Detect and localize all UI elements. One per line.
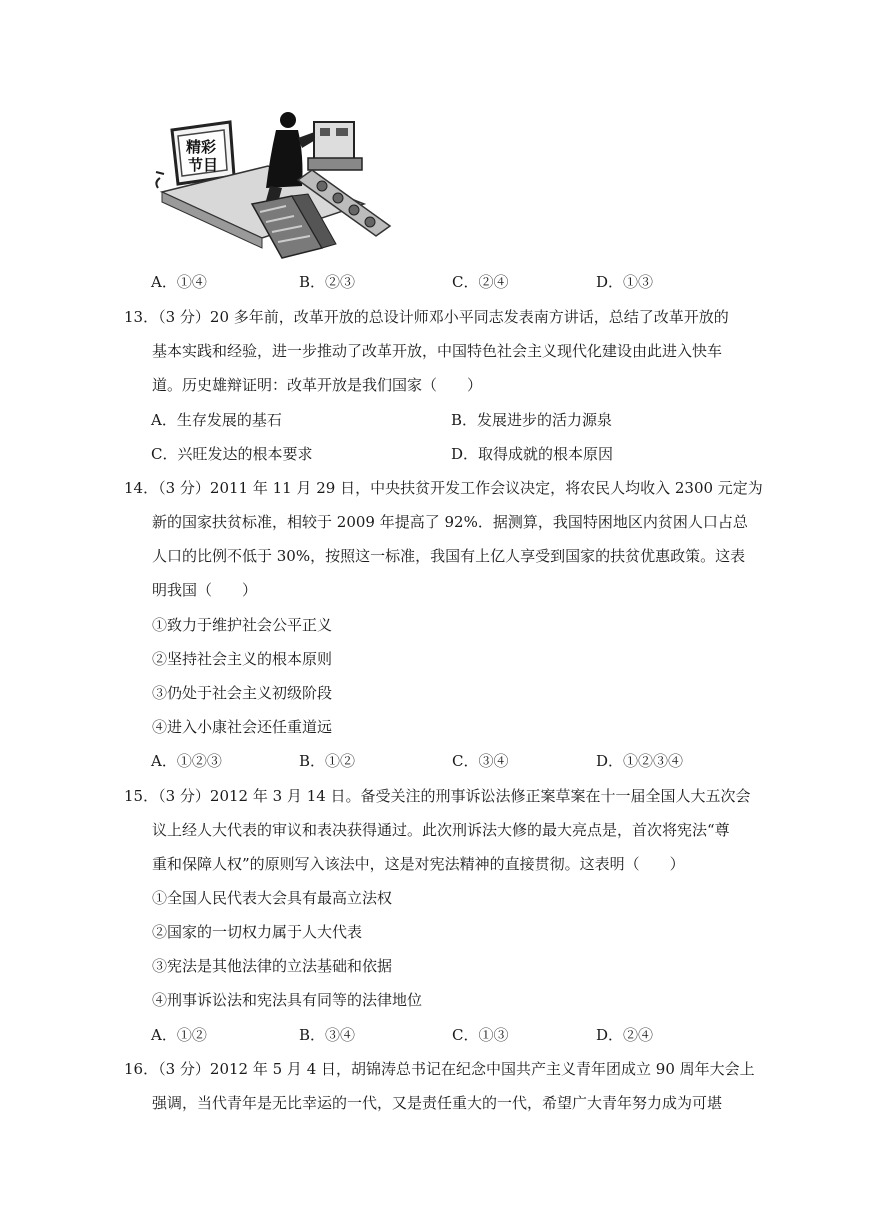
q13-stem-line-1: 13．（3 分）20 多年前，改革开放的总设计师邓小平同志发表南方讲话，总结了改革开放的 <box>124 308 729 326</box>
q14-option-d[interactable]: D．①②③④ <box>596 752 684 770</box>
q15-item-2: ②国家的一切权力属于人大代表 <box>152 923 363 941</box>
q12-option-a[interactable]: A．①④ <box>151 273 207 291</box>
q16-stem-line-2: 强调，当代青年是无比幸运的一代，又是责任重大的一代，希望广大青年努力成为可堪 <box>152 1094 723 1112</box>
q15-stem-line-3: 重和保障人权”的原则写入该法中，这是对宪法精神的直接贯彻。这表明（ ） <box>152 855 685 873</box>
q16-stem-line-1: 16．（3 分）2012 年 5 月 4 日，胡锦涛总书记在纪念中国共产主义青年团成立 90 周年大会上 <box>124 1060 755 1078</box>
q14-item-1: ①致力于维护社会公平正义 <box>152 616 333 634</box>
q15-option-b[interactable]: B．③④ <box>299 1026 356 1044</box>
cartoon-illustration <box>152 108 394 260</box>
sign-text-line-2: 节目 <box>188 156 219 174</box>
q15-option-a[interactable]: A．①② <box>151 1026 207 1044</box>
q14-item-2: ②坚持社会主义的根本原则 <box>152 650 333 668</box>
q13-option-d[interactable]: D．取得成就的根本原因 <box>451 445 614 463</box>
q14-option-a[interactable]: A．①②③ <box>151 752 222 770</box>
q14-stem-line-4: 明我国（ ） <box>152 581 258 599</box>
q15-item-3: ③宪法是其他法律的立法基础和依据 <box>152 957 393 975</box>
q13-stem-line-3: 道。历史雄辩证明：改革开放是我们国家（ ） <box>152 376 483 394</box>
q14-stem-line-1: 14．（3 分）2011 年 11 月 29 日，中央扶贫开发工作会议决定，将农民人均收入 2300 元定为 <box>124 479 763 497</box>
q12-option-d[interactable]: D．①③ <box>596 273 654 291</box>
q15-option-c[interactable]: C．①③ <box>452 1026 509 1044</box>
q12-option-b[interactable]: B．②③ <box>299 273 356 291</box>
q14-item-4: ④进入小康社会还任重道远 <box>152 718 333 736</box>
q14-stem-line-3: 人口的比例不低于 30%，按照这一标准，我国有上亿人享受到国家的扶贫优惠政策。这表 <box>152 547 746 565</box>
q15-stem-line-1: 15．（3 分）2012 年 3 月 14 日。备受关注的刑事诉讼法修正案草案在十一届全国人大五次会 <box>124 787 751 805</box>
q13-stem-line-2: 基本实践和经验，进一步推动了改革开放，中国特色社会主义现代化建设由此进入快车 <box>152 342 723 360</box>
q14-stem-line-2: 新的国家扶贫标准，相较于 2009 年提高了 92%．据测算，我国特困地区内贫困人口占总 <box>152 513 748 531</box>
q15-item-4: ④刑事诉讼法和宪法具有同等的法律地位 <box>152 991 423 1009</box>
q14-item-3: ③仍处于社会主义初级阶段 <box>152 684 333 702</box>
q12-option-c[interactable]: C．②④ <box>452 273 509 291</box>
sign-text-line-1: 精彩 <box>186 138 217 156</box>
q13-option-b[interactable]: B．发展进步的活力源泉 <box>451 411 613 429</box>
q13-option-a[interactable]: A．生存发展的基石 <box>151 411 282 429</box>
q15-stem-line-2: 议上经人大代表的审议和表决获得通过。此次刑诉法大修的最大亮点是，首次将宪法“尊 <box>152 821 730 839</box>
q14-option-c[interactable]: C．③④ <box>452 752 509 770</box>
stamping-machine <box>308 122 362 170</box>
q13-option-c[interactable]: C．兴旺发达的根本要求 <box>151 445 313 463</box>
q14-option-b[interactable]: B．①② <box>299 752 356 770</box>
q15-item-1: ①全国人民代表大会具有最高立法权 <box>152 889 393 907</box>
q15-option-d[interactable]: D．②④ <box>596 1026 654 1044</box>
